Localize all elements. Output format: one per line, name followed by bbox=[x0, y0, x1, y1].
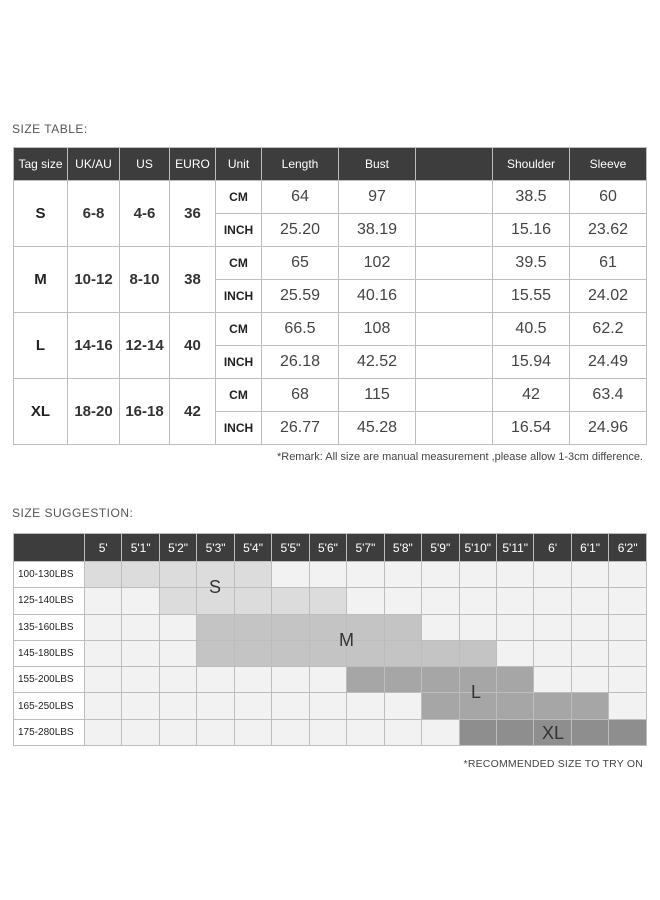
grid-cell-highlighted bbox=[347, 614, 384, 640]
grid-cell-highlighted bbox=[496, 719, 533, 745]
grid-cell bbox=[309, 719, 346, 745]
grid-cell-highlighted bbox=[309, 588, 346, 614]
shoulder-cell: 15.94 bbox=[493, 346, 570, 379]
tag-size-cell: L bbox=[14, 313, 68, 379]
recommendation-note: *RECOMMENDED SIZE TO TRY ON bbox=[463, 758, 643, 770]
measurement-remark: *Remark: All size are manual measurement ,please allow 1-3cm difference. bbox=[276, 451, 643, 463]
height-header: 5'3" bbox=[197, 534, 234, 562]
grid-cell-highlighted bbox=[496, 667, 533, 693]
unit-cell: CM bbox=[216, 181, 262, 214]
uk-au-cell: 18-20 bbox=[68, 379, 120, 445]
height-header: 5'2" bbox=[159, 534, 196, 562]
euro-cell: 42 bbox=[170, 379, 216, 445]
tag-size-cell: S bbox=[14, 181, 68, 247]
shoulder-cell: 15.16 bbox=[493, 214, 570, 247]
euro-cell: 38 bbox=[170, 247, 216, 313]
weight-label: 145-180LBS bbox=[14, 640, 85, 666]
grid-cell bbox=[122, 667, 159, 693]
grid-cell bbox=[347, 719, 384, 745]
grid-cell bbox=[571, 614, 608, 640]
grid-cell-highlighted bbox=[234, 614, 271, 640]
length-cell: 25.20 bbox=[262, 214, 339, 247]
unit-cell: INCH bbox=[216, 346, 262, 379]
grid-cell bbox=[234, 667, 271, 693]
grid-cell bbox=[422, 562, 459, 588]
grid-cell-highlighted bbox=[459, 719, 496, 745]
grid-cell bbox=[496, 562, 533, 588]
grid-cell bbox=[609, 640, 647, 666]
col-header-unit: Unit bbox=[216, 148, 262, 181]
grid-cell bbox=[85, 693, 122, 719]
bust-cell: 38.19 bbox=[339, 214, 416, 247]
grid-cell-highlighted bbox=[197, 640, 234, 666]
grid-cell bbox=[272, 693, 309, 719]
unit-cell: CM bbox=[216, 313, 262, 346]
size-suggestion-title: SIZE SUGGESTION: bbox=[12, 506, 134, 520]
blank-cell bbox=[416, 346, 493, 379]
size-suggestion-grid bbox=[13, 533, 647, 746]
shoulder-cell: 40.5 bbox=[493, 313, 570, 346]
blank-cell bbox=[416, 247, 493, 280]
height-header: 5'6" bbox=[309, 534, 346, 562]
weight-label: 165-250LBS bbox=[14, 693, 85, 719]
grid-cell bbox=[197, 667, 234, 693]
us-cell: 4-6 bbox=[120, 181, 170, 247]
sleeve-cell: 24.02 bbox=[570, 280, 647, 313]
grid-cell bbox=[384, 719, 421, 745]
shoulder-cell: 15.55 bbox=[493, 280, 570, 313]
grid-cell bbox=[571, 588, 608, 614]
sleeve-cell: 24.49 bbox=[570, 346, 647, 379]
uk-au-cell: 14-16 bbox=[68, 313, 120, 379]
size-table bbox=[13, 147, 647, 445]
grid-cell bbox=[347, 693, 384, 719]
grid-cell-highlighted bbox=[309, 614, 346, 640]
grid-cell bbox=[609, 667, 647, 693]
grid-cell-highlighted bbox=[384, 667, 421, 693]
grid-cell bbox=[422, 588, 459, 614]
sleeve-cell: 23.62 bbox=[570, 214, 647, 247]
grid-cell-highlighted bbox=[347, 667, 384, 693]
grid-cell-highlighted bbox=[197, 562, 234, 588]
grid-cell-highlighted bbox=[496, 693, 533, 719]
shoulder-cell: 42 bbox=[493, 379, 570, 412]
height-header: 5' bbox=[85, 534, 122, 562]
grid-cell bbox=[122, 588, 159, 614]
grid-cell bbox=[159, 667, 196, 693]
grid-cell bbox=[159, 693, 196, 719]
weight-label: 135-160LBS bbox=[14, 614, 85, 640]
unit-cell: CM bbox=[216, 379, 262, 412]
col-header-sleeve: Sleeve bbox=[570, 148, 647, 181]
col-header-tag-size: Tag size bbox=[14, 148, 68, 181]
grid-cell bbox=[609, 614, 647, 640]
grid-cell-highlighted bbox=[272, 588, 309, 614]
grid-cell bbox=[159, 614, 196, 640]
table-row bbox=[14, 313, 647, 346]
height-header: 6'2" bbox=[609, 534, 647, 562]
grid-cell-highlighted bbox=[159, 562, 196, 588]
grid-cell-highlighted bbox=[85, 562, 122, 588]
grid-cell bbox=[347, 562, 384, 588]
weight-row bbox=[14, 667, 647, 693]
table-row bbox=[14, 379, 647, 412]
grid-cell bbox=[534, 667, 571, 693]
weight-label: 125-140LBS bbox=[14, 588, 85, 614]
weight-row bbox=[14, 640, 647, 666]
weight-label: 175-280LBS bbox=[14, 719, 85, 745]
grid-cell bbox=[85, 588, 122, 614]
height-header-row bbox=[14, 534, 647, 562]
us-cell: 16-18 bbox=[120, 379, 170, 445]
grid-cell-highlighted bbox=[534, 693, 571, 719]
grid-cell bbox=[85, 640, 122, 666]
grid-cell-highlighted bbox=[459, 667, 496, 693]
bust-cell: 40.16 bbox=[339, 280, 416, 313]
blank-cell bbox=[416, 280, 493, 313]
us-cell: 8-10 bbox=[120, 247, 170, 313]
unit-cell: INCH bbox=[216, 280, 262, 313]
grid-cell-highlighted bbox=[571, 719, 608, 745]
grid-cell-highlighted bbox=[272, 614, 309, 640]
bust-cell: 42.52 bbox=[339, 346, 416, 379]
grid-cell bbox=[459, 588, 496, 614]
length-cell: 26.18 bbox=[262, 346, 339, 379]
size-region-label-s: S bbox=[209, 577, 222, 597]
bust-cell: 115 bbox=[339, 379, 416, 412]
unit-cell: INCH bbox=[216, 412, 262, 445]
sleeve-cell: 63.4 bbox=[570, 379, 647, 412]
shoulder-cell: 16.54 bbox=[493, 412, 570, 445]
grid-cell-highlighted bbox=[384, 640, 421, 666]
grid-cell bbox=[384, 693, 421, 719]
grid-cell bbox=[309, 562, 346, 588]
height-header: 5'7" bbox=[347, 534, 384, 562]
shoulder-cell: 38.5 bbox=[493, 181, 570, 214]
grid-cell bbox=[571, 667, 608, 693]
grid-cell bbox=[571, 640, 608, 666]
euro-cell: 36 bbox=[170, 181, 216, 247]
grid-cell bbox=[272, 719, 309, 745]
grid-cell bbox=[384, 562, 421, 588]
height-header: 6'1" bbox=[571, 534, 608, 562]
grid-cell bbox=[534, 614, 571, 640]
grid-cell bbox=[309, 693, 346, 719]
sleeve-cell: 24.96 bbox=[570, 412, 647, 445]
col-header-euro: EURO bbox=[170, 148, 216, 181]
grid-cell-highlighted bbox=[422, 667, 459, 693]
blank-cell bbox=[416, 214, 493, 247]
height-header: 5'8" bbox=[384, 534, 421, 562]
grid-cell-highlighted bbox=[534, 719, 571, 745]
bust-cell: 108 bbox=[339, 313, 416, 346]
height-header: 5'11" bbox=[496, 534, 533, 562]
grid-cell-highlighted bbox=[122, 562, 159, 588]
tag-size-cell: M bbox=[14, 247, 68, 313]
grid-cell-highlighted bbox=[234, 640, 271, 666]
grid-cell bbox=[422, 719, 459, 745]
grid-cell bbox=[122, 719, 159, 745]
grid-cell bbox=[197, 693, 234, 719]
grid-cell-highlighted bbox=[459, 640, 496, 666]
unit-cell: INCH bbox=[216, 214, 262, 247]
grid-cell bbox=[571, 562, 608, 588]
table-row bbox=[14, 181, 647, 214]
grid-cell-highlighted bbox=[609, 719, 647, 745]
weight-row bbox=[14, 614, 647, 640]
us-cell: 12-14 bbox=[120, 313, 170, 379]
col-header-shoulder: Shoulder bbox=[493, 148, 570, 181]
grid-cell-highlighted bbox=[571, 693, 608, 719]
grid-cell bbox=[609, 562, 647, 588]
uk-au-cell: 10-12 bbox=[68, 247, 120, 313]
weight-label: 155-200LBS bbox=[14, 667, 85, 693]
size-table-title: SIZE TABLE: bbox=[12, 122, 88, 136]
grid-cell bbox=[384, 588, 421, 614]
uk-au-cell: 6-8 bbox=[68, 181, 120, 247]
grid-cell bbox=[234, 693, 271, 719]
height-header: 5'10" bbox=[459, 534, 496, 562]
height-header: 6' bbox=[534, 534, 571, 562]
grid-cell bbox=[234, 719, 271, 745]
grid-corner bbox=[14, 534, 85, 562]
grid-cell bbox=[85, 719, 122, 745]
table-row bbox=[14, 247, 647, 280]
sleeve-cell: 62.2 bbox=[570, 313, 647, 346]
grid-cell bbox=[459, 614, 496, 640]
grid-cell-highlighted bbox=[159, 588, 196, 614]
size-region-label-m: M bbox=[339, 630, 354, 650]
grid-cell bbox=[609, 588, 647, 614]
grid-cell bbox=[422, 614, 459, 640]
blank-cell bbox=[416, 412, 493, 445]
grid-cell-highlighted bbox=[384, 614, 421, 640]
grid-cell bbox=[534, 562, 571, 588]
tag-size-cell: XL bbox=[14, 379, 68, 445]
bust-cell: 97 bbox=[339, 181, 416, 214]
grid-cell bbox=[459, 562, 496, 588]
height-header: 5'1" bbox=[122, 534, 159, 562]
length-cell: 65 bbox=[262, 247, 339, 280]
grid-cell-highlighted bbox=[422, 693, 459, 719]
blank-cell bbox=[416, 379, 493, 412]
grid-cell bbox=[534, 588, 571, 614]
grid-cell bbox=[197, 719, 234, 745]
col-header-uk-au: UK/AU bbox=[68, 148, 120, 181]
length-cell: 66.5 bbox=[262, 313, 339, 346]
grid-cell bbox=[85, 614, 122, 640]
grid-cell-highlighted bbox=[197, 588, 234, 614]
grid-cell bbox=[272, 562, 309, 588]
weight-row bbox=[14, 562, 647, 588]
height-header: 5'4" bbox=[234, 534, 271, 562]
weight-label: 100-130LBS bbox=[14, 562, 85, 588]
grid-cell bbox=[159, 719, 196, 745]
grid-cell-highlighted bbox=[234, 562, 271, 588]
length-cell: 26.77 bbox=[262, 412, 339, 445]
grid-cell-highlighted bbox=[197, 614, 234, 640]
grid-cell bbox=[122, 693, 159, 719]
grid-cell bbox=[347, 588, 384, 614]
grid-cell bbox=[272, 667, 309, 693]
grid-cell-highlighted bbox=[234, 588, 271, 614]
size-region-label-l: L bbox=[471, 682, 482, 702]
col-header-us: US bbox=[120, 148, 170, 181]
grid-cell-highlighted bbox=[309, 640, 346, 666]
height-header: 5'5" bbox=[272, 534, 309, 562]
grid-cell bbox=[496, 640, 533, 666]
height-header: 5'9" bbox=[422, 534, 459, 562]
bust-cell: 45.28 bbox=[339, 412, 416, 445]
col-header-bust: Bust bbox=[339, 148, 416, 181]
grid-cell bbox=[496, 614, 533, 640]
bust-cell: 102 bbox=[339, 247, 416, 280]
grid-cell bbox=[159, 640, 196, 666]
blank-cell bbox=[416, 313, 493, 346]
blank-cell bbox=[416, 181, 493, 214]
grid-cell-highlighted bbox=[459, 693, 496, 719]
grid-cell bbox=[534, 640, 571, 666]
grid-cell bbox=[309, 667, 346, 693]
col-header-length: Length bbox=[262, 148, 339, 181]
unit-cell: CM bbox=[216, 247, 262, 280]
weight-row bbox=[14, 693, 647, 719]
sleeve-cell: 60 bbox=[570, 181, 647, 214]
sleeve-cell: 61 bbox=[570, 247, 647, 280]
grid-cell bbox=[122, 614, 159, 640]
grid-cell bbox=[85, 667, 122, 693]
grid-cell-highlighted bbox=[272, 640, 309, 666]
grid-cell bbox=[609, 693, 647, 719]
length-cell: 64 bbox=[262, 181, 339, 214]
size-region-label-xl: XL bbox=[542, 723, 565, 743]
grid-cell-highlighted bbox=[422, 640, 459, 666]
shoulder-cell: 39.5 bbox=[493, 247, 570, 280]
grid-cell bbox=[496, 588, 533, 614]
weight-row bbox=[14, 588, 647, 614]
size-table-header bbox=[14, 148, 647, 181]
weight-row bbox=[14, 719, 647, 745]
euro-cell: 40 bbox=[170, 313, 216, 379]
length-cell: 25.59 bbox=[262, 280, 339, 313]
col-header-blank bbox=[416, 148, 493, 181]
length-cell: 68 bbox=[262, 379, 339, 412]
grid-cell-highlighted bbox=[347, 640, 384, 666]
grid-cell bbox=[122, 640, 159, 666]
